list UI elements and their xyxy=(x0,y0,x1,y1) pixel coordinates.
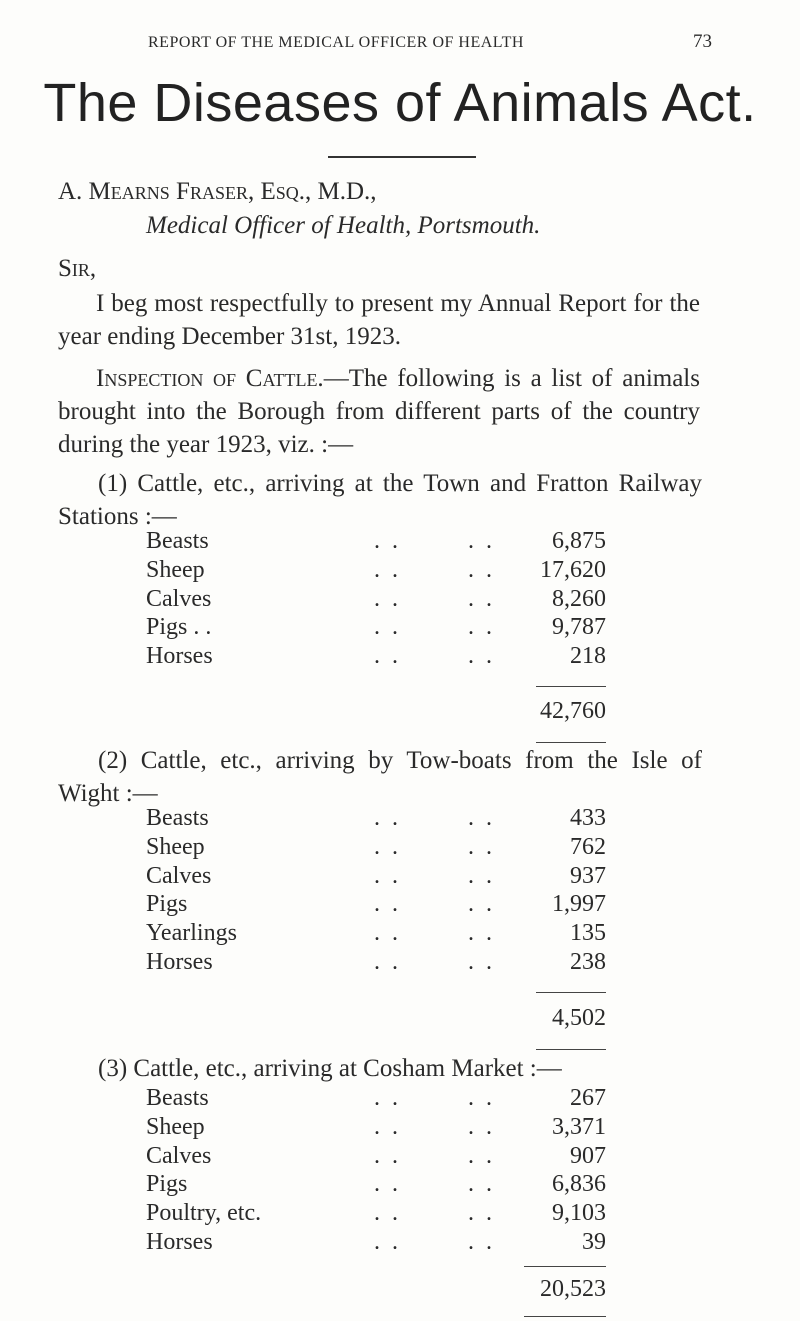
row-label: Calves xyxy=(146,862,212,889)
row-value: 762 xyxy=(570,833,606,860)
section-heading: (2) Cattle, etc., arriving by Tow-boats from the Isle of Wight :— xyxy=(58,747,702,807)
row-value: 218 xyxy=(570,643,606,670)
livestock-table xyxy=(146,805,606,978)
table-row xyxy=(146,1171,606,1200)
row-value: 267 xyxy=(570,1085,606,1111)
section-total: 20,523 xyxy=(540,1276,606,1302)
row-value: 6,836 xyxy=(552,1171,606,1198)
row-label: Pigs xyxy=(146,1171,188,1198)
total-rule xyxy=(536,742,606,743)
row-label: Poultry, etc. xyxy=(146,1200,262,1227)
leader-dots: . . xyxy=(468,948,495,975)
addressee-name: A. Mearns Fraser, Esq., M.D., xyxy=(58,178,377,205)
leader-dots: . . xyxy=(468,1171,495,1198)
table-row xyxy=(146,614,606,643)
leader-dots: . . xyxy=(468,643,495,670)
row-value: 937 xyxy=(570,862,606,889)
row-value: 907 xyxy=(570,1142,606,1169)
row-label: Horses xyxy=(146,1228,213,1255)
leader-dots: . . xyxy=(468,1113,495,1140)
leader-dots: . . xyxy=(468,1228,495,1255)
leader-dots: . . xyxy=(468,1200,495,1227)
row-value: 17,620 xyxy=(540,556,606,583)
table-row xyxy=(146,528,606,557)
row-label: Pigs . . xyxy=(146,614,212,641)
title-rule xyxy=(328,156,476,158)
total-rule xyxy=(524,1316,606,1317)
leader-dots: . . xyxy=(468,528,495,554)
leader-dots: . . xyxy=(374,891,401,918)
row-label: Beasts xyxy=(146,1085,209,1111)
row-label: Beasts xyxy=(146,528,209,554)
leader-dots: . . xyxy=(374,1142,401,1169)
table-row xyxy=(146,920,606,949)
section-heading: (3) Cattle, etc., arriving at Cosham Market :— xyxy=(98,1055,562,1082)
leader-dots: . . xyxy=(468,920,495,947)
leader-dots: . . xyxy=(374,862,401,889)
row-label: Calves xyxy=(146,585,212,612)
inspection-paragraph xyxy=(58,362,700,461)
inspection-text: —The following is a list of animals brought into the Borough from different parts of the country during the year 1923, viz. :— xyxy=(58,365,700,458)
leader-dots: . . xyxy=(374,643,401,670)
section-total: 42,760 xyxy=(540,698,606,724)
leader-dots: . . xyxy=(468,862,495,889)
row-value: 1,997 xyxy=(552,891,606,918)
page-title: The Diseases of Animals Act. xyxy=(43,73,757,133)
leader-dots: . . xyxy=(374,920,401,947)
leader-dots: . . xyxy=(468,585,495,612)
subtotal-rule xyxy=(536,686,606,687)
table-row xyxy=(146,643,606,672)
section-heading: (1) Cattle, etc., arriving at the Town and Fratton Railway Stations :— xyxy=(58,470,702,530)
leader-dots: . . xyxy=(468,1142,495,1169)
leader-dots: . . xyxy=(374,528,401,554)
leader-dots: . . xyxy=(374,1171,401,1198)
leader-dots: . . xyxy=(374,1228,401,1255)
leader-dots: . . xyxy=(374,1085,401,1111)
leader-dots: . . xyxy=(468,614,495,641)
table-row xyxy=(146,586,606,615)
row-value: 238 xyxy=(570,948,606,975)
leader-dots: . . xyxy=(468,805,495,831)
row-label: Yearlings xyxy=(146,920,237,947)
table-row xyxy=(146,863,606,892)
row-label: Sheep xyxy=(146,833,205,860)
table-row xyxy=(146,1143,606,1172)
table-row xyxy=(146,557,606,586)
leader-dots: . . xyxy=(374,833,401,860)
row-value: 9,787 xyxy=(552,614,606,641)
row-label: Pigs xyxy=(146,891,188,918)
leader-dots: . . xyxy=(468,833,495,860)
subtotal-rule xyxy=(524,1266,606,1267)
running-head: REPORT OF THE MEDICAL OFFICER OF HEALTH xyxy=(148,34,524,51)
leader-dots: . . xyxy=(374,614,401,641)
row-value: 8,260 xyxy=(552,585,606,612)
row-value: 39 xyxy=(582,1228,606,1255)
leader-dots: . . xyxy=(468,556,495,583)
intro-paragraph: I beg most respectfully to present my Annual Report for the year ending December 31st, 1923. xyxy=(58,290,700,350)
table-row xyxy=(146,1114,606,1143)
total-rule xyxy=(536,1049,606,1050)
subtotal-rule xyxy=(536,992,606,993)
leader-dots: . . xyxy=(374,805,401,831)
page-number: 73 xyxy=(693,31,712,52)
leader-dots: . . xyxy=(468,891,495,918)
table-row xyxy=(146,1200,606,1229)
row-label: Sheep xyxy=(146,1113,205,1140)
row-value: 433 xyxy=(570,805,606,831)
leader-dots: . . xyxy=(374,1113,401,1140)
row-label: Horses xyxy=(146,948,213,975)
leader-dots: . . xyxy=(374,1200,401,1227)
row-label: Horses xyxy=(146,643,213,670)
table-row xyxy=(146,1085,606,1114)
row-value: 9,103 xyxy=(552,1200,606,1227)
inspection-lead: Inspection of Cattle. xyxy=(96,365,324,392)
section-total: 4,502 xyxy=(552,1005,606,1031)
salutation: Sir, xyxy=(58,255,97,282)
row-label: Calves xyxy=(146,1142,212,1169)
row-label: Beasts xyxy=(146,805,209,831)
table-row xyxy=(146,949,606,978)
leader-dots: . . xyxy=(374,556,401,583)
row-label: Sheep xyxy=(146,556,205,583)
leader-dots: . . xyxy=(374,585,401,612)
leader-dots: . . xyxy=(374,948,401,975)
table-row xyxy=(146,891,606,920)
table-row xyxy=(146,805,606,834)
addressee-title: Medical Officer of Health, Portsmouth. xyxy=(146,212,541,239)
livestock-table xyxy=(146,1085,606,1258)
table-row xyxy=(146,834,606,863)
row-value: 135 xyxy=(570,920,606,947)
row-value: 3,371 xyxy=(552,1113,606,1140)
leader-dots: . . xyxy=(468,1085,495,1111)
table-row xyxy=(146,1229,606,1258)
row-value: 6,875 xyxy=(552,528,606,554)
livestock-table xyxy=(146,528,606,672)
